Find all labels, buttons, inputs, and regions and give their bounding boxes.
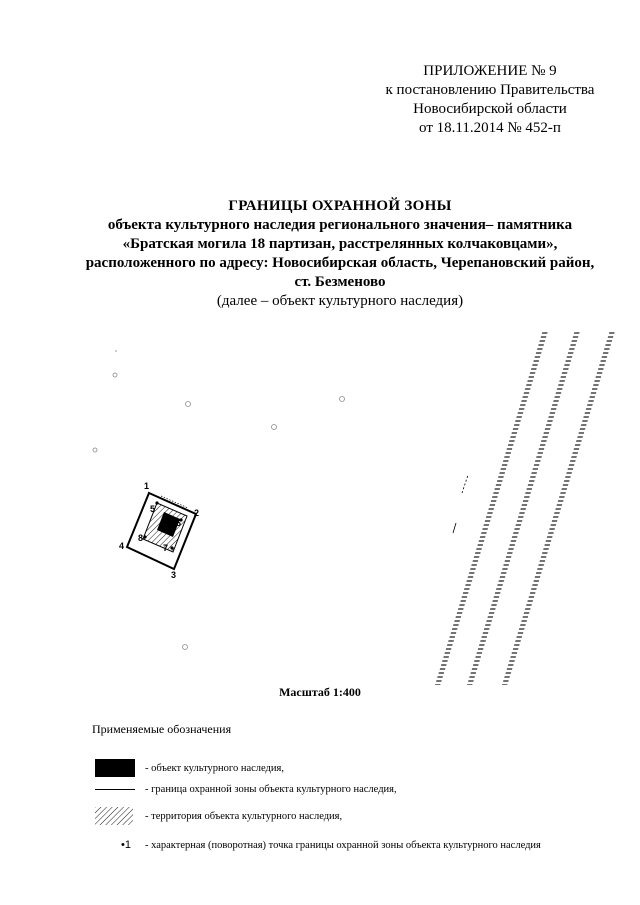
legend-symbol-territory [95, 807, 137, 825]
faint-mark-4 [183, 645, 188, 650]
railway-tracks [435, 330, 615, 685]
appendix-header [360, 62, 620, 138]
legend-row-object [95, 759, 284, 777]
boundary-point-7-dot [170, 546, 173, 549]
railway-track-1 [435, 330, 548, 685]
legend-text-point: - характерная (поворотная) точка границы охранной зоны объекта культурного наследия [145, 839, 541, 851]
faint-mark-1 [186, 402, 191, 407]
faint-mark-2 [340, 397, 345, 402]
faint-marks [93, 350, 345, 650]
boundary-point-8-dot [143, 535, 146, 538]
boundary-point-2-label: 2 [194, 508, 200, 518]
legend-symbol-point: •1 [121, 839, 131, 851]
title-line-4: ст. Безменово [294, 274, 386, 290]
boundary-point-5-dot [155, 501, 158, 504]
boundary-point-6-label: 6 [176, 518, 182, 528]
legend-symbol-object [95, 759, 137, 777]
legend-text-territory: - территория объекта культурного наследия, [145, 810, 343, 822]
map-scale: Масштаб 1:400 [279, 685, 361, 699]
legend-row-territory [95, 807, 342, 825]
railway-label-mark-2 [453, 523, 456, 533]
legend-symbol-boundary [95, 780, 137, 798]
appendix-line-3: Новосибирской области [413, 101, 567, 117]
legend-row-point [95, 836, 541, 854]
protection-zone [127, 493, 196, 569]
boundary-map [0, 315, 640, 685]
boundary-point-8-label: 8 [138, 533, 144, 543]
title-main: ГРАНИЦЫ ОХРАННОЙ ЗОНЫ [228, 198, 452, 214]
faint-mark-5 [93, 448, 97, 452]
legend-text-object: - объект культурного наследия, [145, 762, 284, 774]
appendix-line-2: к постановлению Правительства [385, 82, 595, 98]
legend-text-boundary: - граница охранной зоны объекта культурного наследия, [145, 783, 397, 795]
boundary-point-3-label: 3 [171, 570, 177, 580]
legend-title: Применяемые обозначения [92, 722, 232, 736]
appendix-date: от 18.11.2014 № 452-п [419, 120, 561, 136]
document-title [40, 197, 640, 311]
title-line-3: расположенного по адресу: Новосибирская область, Черепановский район, [85, 255, 595, 271]
boundary-point-7-label: 7 [163, 543, 169, 553]
legend-row-boundary [95, 780, 397, 798]
boundary-point-1-label: 1 [144, 481, 150, 491]
boundary-point-5-label: 5 [150, 504, 156, 514]
faint-mark-3 [272, 425, 277, 430]
title-line-1: объекта культурного наследия регионального значения– памятника [107, 217, 573, 233]
faint-mark-6 [113, 373, 117, 377]
title-line-2: «Братская могила 18 партизан, расстрелянных колчаковцами», [122, 236, 558, 252]
boundary-point-4-label: 4 [119, 541, 125, 551]
railway-label-mark [462, 475, 468, 493]
title-note: (далее – объект культурного наследия) [216, 293, 464, 309]
appendix-number: ПРИЛОЖЕНИЕ № 9 [423, 63, 557, 79]
railway-track-3 [502, 330, 615, 685]
